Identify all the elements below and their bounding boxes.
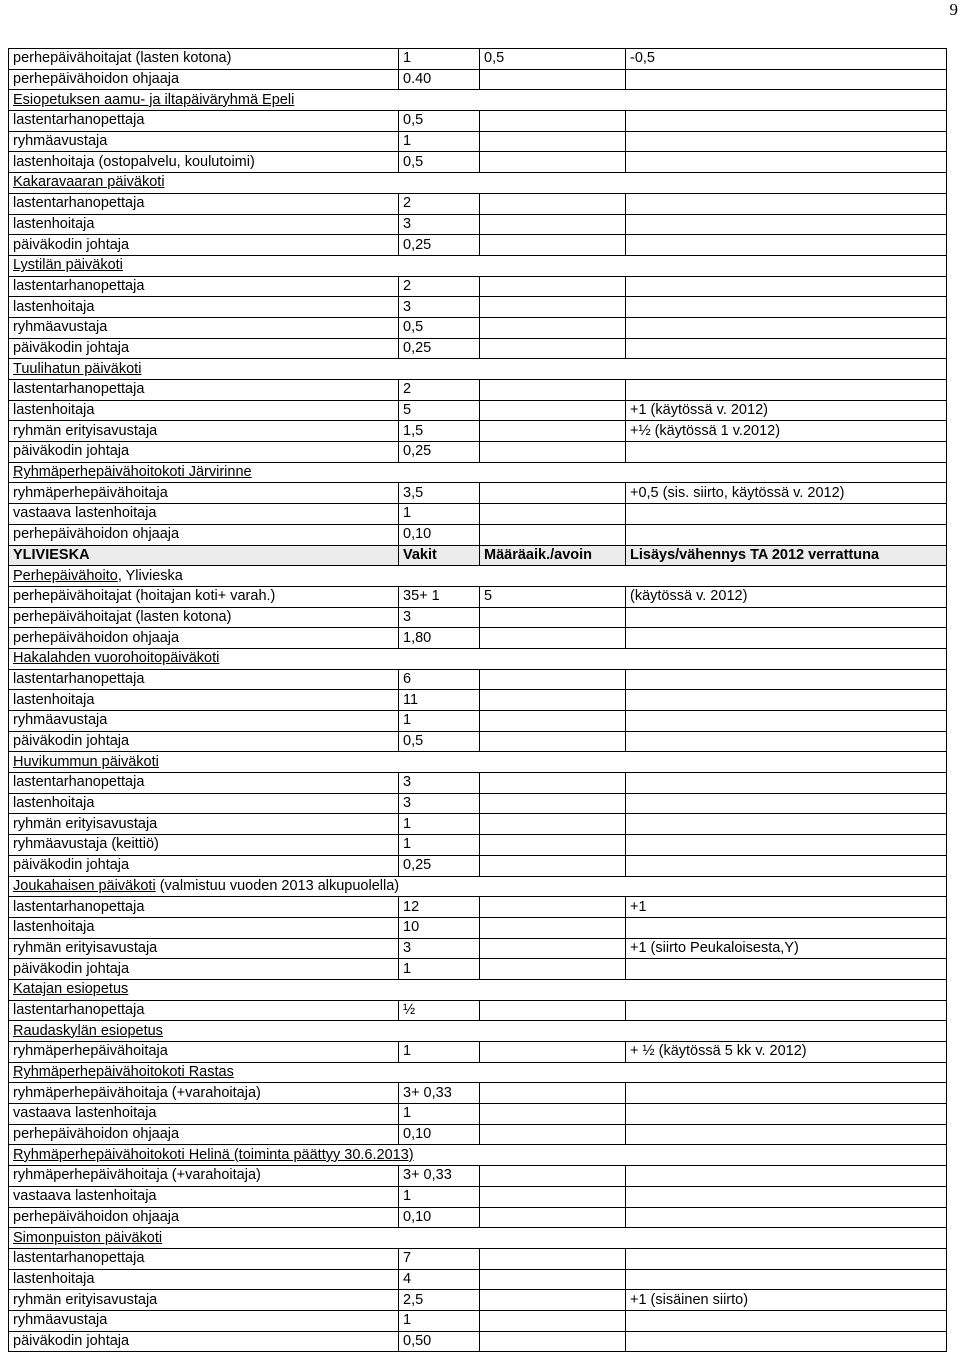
position-cell: ryhmäavustaja <box>9 317 399 338</box>
permanent-cell: 3,5 <box>399 483 480 504</box>
table-row <box>9 690 947 711</box>
fixed-term-cell <box>480 152 626 173</box>
change-cell <box>626 793 947 814</box>
section-heading-note: (valmistuu vuoden 2013 alkupuolella) <box>155 877 400 894</box>
section-heading: Esiopetuksen aamu- ja iltapäiväryhmä Epeli <box>9 90 947 111</box>
table-row <box>9 317 947 338</box>
section-heading: Lystilän päiväkoti <box>9 255 947 276</box>
permanent-cell: 3 <box>399 773 480 794</box>
fixed-term-cell <box>480 400 626 421</box>
change-cell <box>626 193 947 214</box>
change-cell <box>626 297 947 318</box>
section-heading <box>9 566 947 587</box>
section-heading: Ryhmäperhepäivähoitokoti Järvirinne <box>9 462 947 483</box>
table-row <box>9 731 947 752</box>
change-cell <box>626 1124 947 1145</box>
change-cell <box>626 131 947 152</box>
fixed-term-cell <box>480 1124 626 1145</box>
fixed-term-cell <box>480 917 626 938</box>
section-heading-row <box>9 90 947 111</box>
table-row <box>9 1104 947 1125</box>
table-row <box>9 607 947 628</box>
fixed-term-cell <box>480 1083 626 1104</box>
table-row <box>9 835 947 856</box>
change-cell <box>626 607 947 628</box>
change-cell <box>626 69 947 90</box>
change-cell <box>626 1269 947 1290</box>
fixed-term-cell: Määräaik./avoin <box>480 545 626 566</box>
section-heading-row <box>9 979 947 1000</box>
section-heading-row <box>9 1145 947 1166</box>
table-row <box>9 442 947 463</box>
permanent-cell: 1 <box>399 1310 480 1331</box>
table-row <box>9 773 947 794</box>
change-cell <box>626 1104 947 1125</box>
position-cell: perhepäivähoitajat (lasten kotona) <box>9 607 399 628</box>
change-cell <box>626 235 947 256</box>
fixed-term-cell <box>480 669 626 690</box>
permanent-cell: 0,50 <box>399 1331 480 1352</box>
permanent-cell: 3 <box>399 297 480 318</box>
table-row <box>9 855 947 876</box>
change-cell <box>626 1166 947 1187</box>
position-cell: päiväkodin johtaja <box>9 442 399 463</box>
table-row <box>9 1269 947 1290</box>
section-heading: Ryhmäperhepäivähoitokoti Rastas <box>9 1062 947 1083</box>
position-cell: ryhmäavustaja <box>9 1310 399 1331</box>
table-row <box>9 504 947 525</box>
section-heading: Simonpuiston päiväkoti <box>9 1228 947 1249</box>
fixed-term-cell <box>480 1290 626 1311</box>
position-cell: lastenhoitaja <box>9 400 399 421</box>
section-heading-title: Joukahaisen päiväkoti <box>13 877 156 894</box>
fixed-term-cell <box>480 111 626 132</box>
position-cell: ryhmäavustaja <box>9 711 399 732</box>
fixed-term-cell <box>480 773 626 794</box>
fixed-term-cell <box>480 69 626 90</box>
position-cell: päiväkodin johtaja <box>9 338 399 359</box>
change-cell <box>626 690 947 711</box>
section-heading-title: Perhepäivähoito <box>13 567 118 584</box>
table-row <box>9 1290 947 1311</box>
change-cell: +1 <box>626 897 947 918</box>
change-cell <box>626 731 947 752</box>
fixed-term-cell: 0,5 <box>480 49 626 70</box>
change-cell <box>626 1207 947 1228</box>
fixed-term-cell <box>480 938 626 959</box>
change-cell <box>626 669 947 690</box>
fixed-term-cell <box>480 214 626 235</box>
change-cell <box>626 214 947 235</box>
table-row <box>9 628 947 649</box>
change-cell: (käytössä v. 2012) <box>626 586 947 607</box>
table-row <box>9 814 947 835</box>
position-cell: päiväkodin johtaja <box>9 731 399 752</box>
permanent-cell: 0,5 <box>399 317 480 338</box>
permanent-cell: 4 <box>399 1269 480 1290</box>
fixed-term-cell <box>480 690 626 711</box>
fixed-term-cell <box>480 835 626 856</box>
position-cell: vastaava lastenhoitaja <box>9 1104 399 1125</box>
table-row <box>9 1186 947 1207</box>
change-cell: +0,5 (sis. siirto, käytössä v. 2012) <box>626 483 947 504</box>
permanent-cell: 3 <box>399 214 480 235</box>
permanent-cell: 0,10 <box>399 524 480 545</box>
fixed-term-cell <box>480 1166 626 1187</box>
position-cell: perhepäivähoitajat (hoitajan koti+ varah.) <box>9 586 399 607</box>
permanent-cell: 6 <box>399 669 480 690</box>
fixed-term-cell <box>480 855 626 876</box>
permanent-cell: 0,5 <box>399 111 480 132</box>
position-cell: YLIVIESKA <box>9 545 399 566</box>
position-cell: lastentarhanopettaja <box>9 111 399 132</box>
position-cell: lastentarhanopettaja <box>9 276 399 297</box>
fixed-term-cell <box>480 235 626 256</box>
change-cell <box>626 711 947 732</box>
section-heading-row <box>9 173 947 194</box>
permanent-cell: 10 <box>399 917 480 938</box>
permanent-cell: 0,10 <box>399 1124 480 1145</box>
table-row <box>9 400 947 421</box>
section-heading: Ryhmäperhepäivähoitokoti Helinä (toiminta päättyy 30.6.2013) <box>9 1145 947 1166</box>
position-cell: perhepäivähoidon ohjaaja <box>9 524 399 545</box>
change-cell <box>626 917 947 938</box>
permanent-cell: 0,25 <box>399 855 480 876</box>
position-cell: lastenhoitaja <box>9 793 399 814</box>
position-cell: ryhmän erityisavustaja <box>9 814 399 835</box>
permanent-cell: 0,25 <box>399 338 480 359</box>
position-cell: ryhmäavustaja <box>9 131 399 152</box>
section-heading <box>9 876 947 897</box>
position-cell: perhepäivähoidon ohjaaja <box>9 1207 399 1228</box>
permanent-cell: 1 <box>399 1042 480 1063</box>
fixed-term-cell <box>480 1042 626 1063</box>
permanent-cell: 0,5 <box>399 731 480 752</box>
fixed-term-cell <box>480 1104 626 1125</box>
position-cell: ryhmäperhepäivähoitaja (+varahoitaja) <box>9 1166 399 1187</box>
permanent-cell: 1 <box>399 504 480 525</box>
fixed-term-cell <box>480 1331 626 1352</box>
fixed-term-cell <box>480 793 626 814</box>
section-heading: Tuulihatun päiväkoti <box>9 359 947 380</box>
fixed-term-cell <box>480 297 626 318</box>
fixed-term-cell <box>480 193 626 214</box>
permanent-cell: 3 <box>399 938 480 959</box>
change-cell <box>626 814 947 835</box>
position-cell: perhepäivähoidon ohjaaja <box>9 1124 399 1145</box>
section-heading-row <box>9 359 947 380</box>
permanent-cell: 12 <box>399 897 480 918</box>
table-row <box>9 586 947 607</box>
permanent-cell: 0.40 <box>399 69 480 90</box>
position-cell: lastentarhanopettaja <box>9 897 399 918</box>
table-row <box>9 131 947 152</box>
position-cell: lastentarhanopettaja <box>9 380 399 401</box>
permanent-cell: 1 <box>399 814 480 835</box>
fixed-term-cell <box>480 380 626 401</box>
fixed-term-cell <box>480 959 626 980</box>
permanent-cell: 35+ 1 <box>399 586 480 607</box>
section-heading: Raudaskylän esiopetus <box>9 1021 947 1042</box>
change-cell <box>626 1186 947 1207</box>
position-cell: ryhmän erityisavustaja <box>9 938 399 959</box>
change-cell <box>626 524 947 545</box>
table-row <box>9 193 947 214</box>
change-cell <box>626 111 947 132</box>
position-cell: lastenhoitaja <box>9 690 399 711</box>
fixed-term-cell <box>480 814 626 835</box>
position-cell: päiväkodin johtaja <box>9 855 399 876</box>
fixed-term-cell <box>480 504 626 525</box>
change-cell <box>626 1248 947 1269</box>
section-heading: Hakalahden vuorohoitopäiväkoti <box>9 648 947 669</box>
fixed-term-cell <box>480 711 626 732</box>
permanent-cell: 1 <box>399 835 480 856</box>
position-cell: lastenhoitaja <box>9 214 399 235</box>
change-cell <box>626 628 947 649</box>
table-header-row <box>9 545 947 566</box>
fixed-term-cell <box>480 607 626 628</box>
fixed-term-cell <box>480 421 626 442</box>
table-row <box>9 49 947 70</box>
change-cell <box>626 317 947 338</box>
permanent-cell: 1 <box>399 1186 480 1207</box>
table-row <box>9 917 947 938</box>
section-heading-row <box>9 566 947 587</box>
table-row <box>9 111 947 132</box>
position-cell: perhepäivähoitajat (lasten kotona) <box>9 49 399 70</box>
position-cell: perhepäivähoidon ohjaaja <box>9 69 399 90</box>
change-cell <box>626 152 947 173</box>
fixed-term-cell <box>480 483 626 504</box>
change-cell <box>626 1310 947 1331</box>
change-cell: +1 (siirto Peukaloisesta,Y) <box>626 938 947 959</box>
table-row <box>9 235 947 256</box>
change-cell <box>626 855 947 876</box>
permanent-cell: Vakit <box>399 545 480 566</box>
permanent-cell: ½ <box>399 1000 480 1021</box>
change-cell: +1 (sisäinen siirto) <box>626 1290 947 1311</box>
position-cell: päiväkodin johtaja <box>9 959 399 980</box>
fixed-term-cell <box>480 131 626 152</box>
section-heading-row <box>9 752 947 773</box>
table-row <box>9 276 947 297</box>
permanent-cell: 0,25 <box>399 442 480 463</box>
fixed-term-cell <box>480 1269 626 1290</box>
fixed-term-cell <box>480 1207 626 1228</box>
position-cell: ryhmän erityisavustaja <box>9 1290 399 1311</box>
permanent-cell: 1 <box>399 131 480 152</box>
page-number: 9 <box>949 0 958 19</box>
change-cell <box>626 1331 947 1352</box>
table-row <box>9 1207 947 1228</box>
table-row <box>9 1248 947 1269</box>
fixed-term-cell <box>480 731 626 752</box>
position-cell: lastentarhanopettaja <box>9 193 399 214</box>
section-heading-note: , Ylivieska <box>117 567 183 584</box>
position-cell: lastenhoitaja <box>9 917 399 938</box>
position-cell: ryhmäavustaja (keittiö) <box>9 835 399 856</box>
table-row <box>9 69 947 90</box>
table-row <box>9 669 947 690</box>
position-cell: ryhmäperhepäivähoitaja (+varahoitaja) <box>9 1083 399 1104</box>
section-heading-row <box>9 648 947 669</box>
fixed-term-cell <box>480 317 626 338</box>
change-cell <box>626 504 947 525</box>
position-cell: ryhmän erityisavustaja <box>9 421 399 442</box>
change-cell <box>626 1083 947 1104</box>
position-cell: ryhmäperhepäivähoitaja <box>9 483 399 504</box>
position-cell: lastentarhanopettaja <box>9 669 399 690</box>
permanent-cell: 7 <box>399 1248 480 1269</box>
section-heading-row <box>9 1021 947 1042</box>
permanent-cell: 3+ 0,33 <box>399 1083 480 1104</box>
permanent-cell: 2 <box>399 193 480 214</box>
table-row <box>9 711 947 732</box>
fixed-term-cell: 5 <box>480 586 626 607</box>
section-heading-row <box>9 876 947 897</box>
position-cell: ryhmäperhepäivähoitaja <box>9 1042 399 1063</box>
fixed-term-cell <box>480 338 626 359</box>
table-row <box>9 152 947 173</box>
permanent-cell: 1 <box>399 959 480 980</box>
staffing-table <box>8 48 947 1352</box>
table-row <box>9 897 947 918</box>
permanent-cell: 1,80 <box>399 628 480 649</box>
table-row <box>9 524 947 545</box>
position-cell: lastenhoitaja <box>9 297 399 318</box>
permanent-cell: 1,5 <box>399 421 480 442</box>
table-row <box>9 1166 947 1187</box>
change-cell <box>626 1000 947 1021</box>
permanent-cell: 11 <box>399 690 480 711</box>
table-row <box>9 1124 947 1145</box>
fixed-term-cell <box>480 1310 626 1331</box>
position-cell: päiväkodin johtaja <box>9 1331 399 1352</box>
permanent-cell: 0,5 <box>399 152 480 173</box>
permanent-cell: 3 <box>399 607 480 628</box>
position-cell: lastentarhanopettaja <box>9 1248 399 1269</box>
fixed-term-cell <box>480 524 626 545</box>
permanent-cell: 2 <box>399 380 480 401</box>
section-heading-row <box>9 255 947 276</box>
table-row <box>9 297 947 318</box>
section-heading: Huvikummun päiväkoti <box>9 752 947 773</box>
section-heading: Kakaravaaran päiväkoti <box>9 173 947 194</box>
table-row <box>9 214 947 235</box>
position-cell: lastentarhanopettaja <box>9 773 399 794</box>
change-cell <box>626 959 947 980</box>
table-row <box>9 380 947 401</box>
change-cell <box>626 773 947 794</box>
table-row <box>9 793 947 814</box>
permanent-cell: 1 <box>399 1104 480 1125</box>
permanent-cell: 1 <box>399 49 480 70</box>
table-row <box>9 1310 947 1331</box>
permanent-cell: 5 <box>399 400 480 421</box>
table-row <box>9 1000 947 1021</box>
position-cell: vastaava lastenhoitaja <box>9 1186 399 1207</box>
table-row <box>9 483 947 504</box>
position-cell: lastenhoitaja <box>9 1269 399 1290</box>
section-heading-row <box>9 1062 947 1083</box>
permanent-cell: 0,25 <box>399 235 480 256</box>
table-row <box>9 421 947 442</box>
change-cell: + ½ (käytössä 5 kk v. 2012) <box>626 1042 947 1063</box>
permanent-cell: 1 <box>399 711 480 732</box>
change-cell <box>626 835 947 856</box>
permanent-cell: 2,5 <box>399 1290 480 1311</box>
change-cell: +½ (käytössä 1 v.2012) <box>626 421 947 442</box>
section-heading: Katajan esiopetus <box>9 979 947 1000</box>
table-row <box>9 1083 947 1104</box>
change-cell: Lisäys/vähennys TA 2012 verrattuna <box>626 545 947 566</box>
change-cell <box>626 442 947 463</box>
table-row <box>9 1042 947 1063</box>
fixed-term-cell <box>480 276 626 297</box>
change-cell <box>626 276 947 297</box>
position-cell: lastenhoitaja (ostopalvelu, koulutoimi) <box>9 152 399 173</box>
permanent-cell: 3 <box>399 793 480 814</box>
section-heading-row <box>9 1228 947 1249</box>
table-row <box>9 959 947 980</box>
table-row <box>9 338 947 359</box>
position-cell: lastentarhanopettaja <box>9 1000 399 1021</box>
fixed-term-cell <box>480 1000 626 1021</box>
table-row <box>9 938 947 959</box>
position-cell: vastaava lastenhoitaja <box>9 504 399 525</box>
permanent-cell: 2 <box>399 276 480 297</box>
fixed-term-cell <box>480 1186 626 1207</box>
fixed-term-cell <box>480 442 626 463</box>
fixed-term-cell <box>480 628 626 649</box>
section-heading-row <box>9 462 947 483</box>
fixed-term-cell <box>480 897 626 918</box>
fixed-term-cell <box>480 1248 626 1269</box>
change-cell <box>626 380 947 401</box>
change-cell: +1 (käytössä v. 2012) <box>626 400 947 421</box>
table-row <box>9 1331 947 1352</box>
permanent-cell: 0,10 <box>399 1207 480 1228</box>
position-cell: perhepäivähoidon ohjaaja <box>9 628 399 649</box>
position-cell: päiväkodin johtaja <box>9 235 399 256</box>
change-cell <box>626 338 947 359</box>
change-cell: -0,5 <box>626 49 947 70</box>
permanent-cell: 3+ 0,33 <box>399 1166 480 1187</box>
